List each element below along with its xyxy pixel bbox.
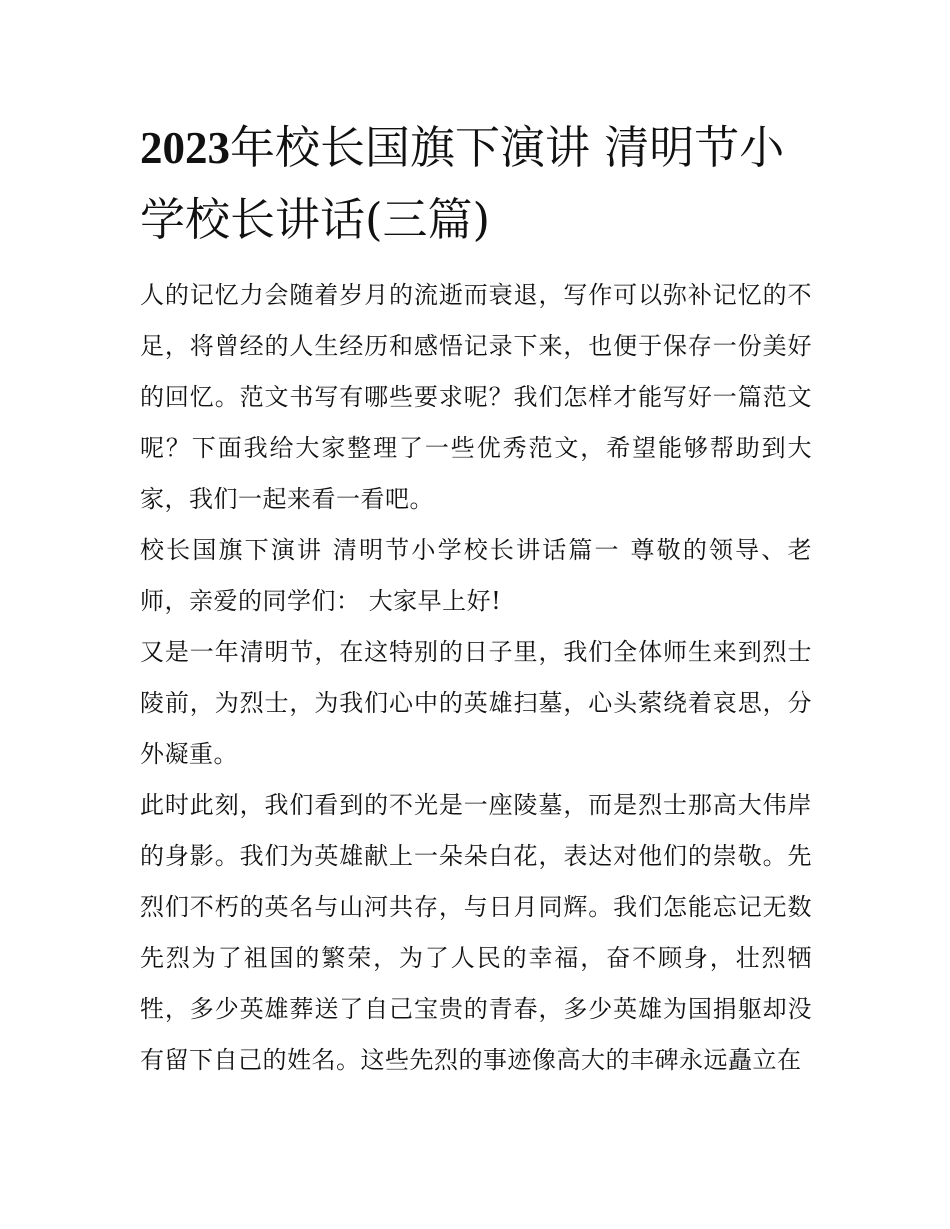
title-year: 2023 (140, 123, 230, 173)
document-content (140, 112, 812, 1086)
paragraph-qingming: 又是一年清明节，在这特别的日子里，我们全体师生来到烈士陵前，为烈士，为我们心中的英雄扫墓，心头萦绕着哀思，分外凝重。 (140, 638, 812, 768)
paragraph-intro: 人的记忆力会随着岁月的流逝而衰退，写作可以弥补记忆的不足，将曾经的人生经历和感悟记录下来，也便于保存一份美好的回忆。范文书写有哪些要求呢？我们怎样才能写好一篇范文呢？下面我给大家整理了一些优秀范文，希望能够帮助到大家，我们一起来看一看吧。 (140, 281, 812, 513)
document-title (140, 112, 812, 256)
document-body (140, 270, 812, 1086)
paragraph-greeting: 校长国旗下演讲 清明节小学校长讲话篇一 尊敬的领导、老师，亲爱的同学们： 大家早上好! (140, 536, 812, 615)
paragraph-heroes: 此时此刻，我们看到的不光是一座陵墓，而是烈士那高大伟岸的身影。我们为英雄献上一朵朵白花，表达对他们的崇敬。先烈们不朽的英名与山河共存，与日月同辉。我们怎能忘记无数先烈为了祖国的繁荣，为了人民的幸福，奋不顾身，壮烈牺牲，多少英雄葬送了自己宝贵的青春，多少英雄为国捐躯却没有留下自己的姓名。这些先烈的事迹像高大的丰碑永远矗立在 (140, 791, 812, 1074)
title-text: 年校长国旗下演讲 清明节小学校长讲话(三篇) (140, 121, 785, 246)
